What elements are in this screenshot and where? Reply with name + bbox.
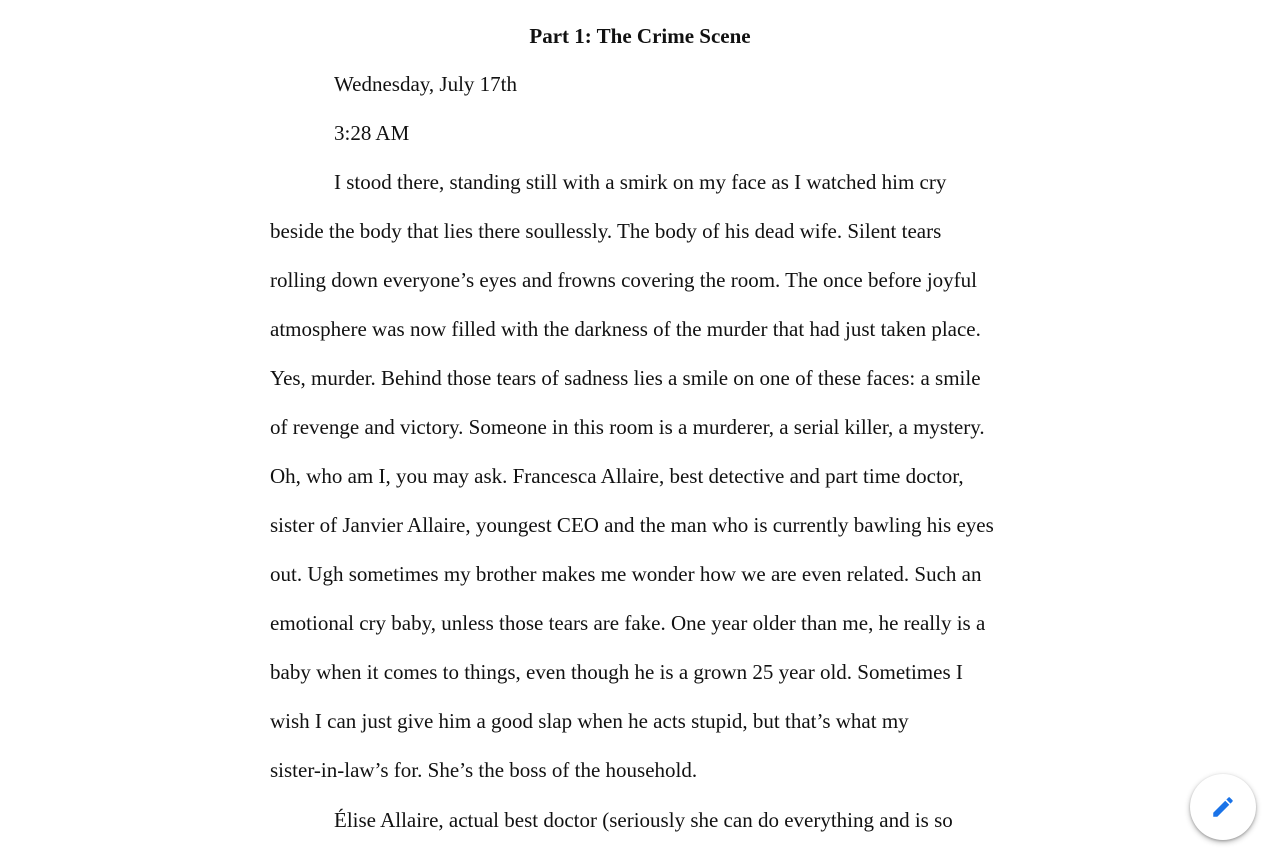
document-heading: Part 1: The Crime Scene (529, 24, 751, 48)
paragraph-line: sister of Janvier Allaire, youngest CEO and the man who is currently bawling his eyes (270, 513, 994, 537)
paragraph-line: I stood there, standing still with a smirk on my face as I watched him cry (334, 170, 947, 194)
paragraph-line: of revenge and victory. Someone in this room is a murderer, a serial killer, a mystery. (270, 415, 985, 439)
paragraph-2-line: Élise Allaire, actual best doctor (seriously she can do everything and is so (334, 808, 953, 832)
paragraph-line: emotional cry baby, unless those tears are fake. One year older than me, he really is a (270, 611, 986, 635)
paragraph-line: atmosphere was now filled with the darkness of the murder that had just taken place. (270, 317, 981, 341)
paragraph-line: beside the body that lies there soullessly. The body of his dead wife. Silent tears (270, 219, 942, 243)
paragraph-line: sister-in-law’s for. She’s the boss of the household. (270, 758, 698, 782)
paragraph-line: Yes, murder. Behind those tears of sadness lies a smile on one of these faces: a smile (270, 366, 981, 390)
date-line: Wednesday, July 17th (334, 72, 518, 96)
paragraph-line: Oh, who am I, you may ask. Francesca Allaire, best detective and part time doctor, (270, 464, 964, 488)
pencil-icon (1210, 794, 1236, 820)
paragraph-line: rolling down everyone’s eyes and frowns covering the room. The once before joyful (270, 268, 977, 292)
edit-button[interactable] (1190, 774, 1256, 840)
paragraph-line: baby when it comes to things, even though he is a grown 25 year old. Sometimes I (270, 660, 963, 684)
paragraph-line: out. Ugh sometimes my brother makes me wonder how we are even related. Such an (270, 562, 982, 586)
time-line: 3:28 AM (334, 121, 410, 145)
paragraph-line: wish I can just give him a good slap when he acts stupid, but that’s what my (270, 709, 909, 733)
